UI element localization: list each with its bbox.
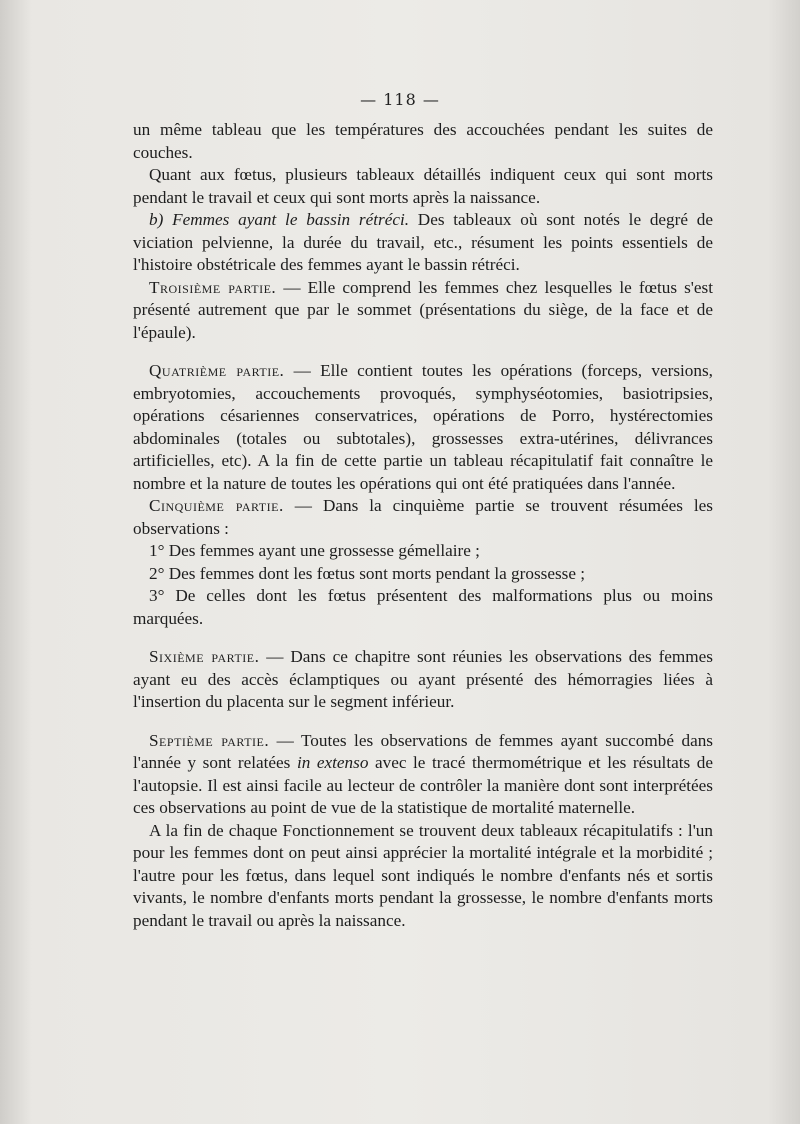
paragraph-troisieme-partie: [133, 277, 713, 345]
paragraph-septieme-partie-text-1: — Toutes les observations de femmes ayant succombé dans l'année y sont relatées: [133, 730, 713, 772]
paragraph-bassin-retreci-text: Des tableaux où sont notés le degré de viciation pelvienne, la durée du travail, etc., résument les points essentiels de l'histoire obstétricale des femmes ayant le bassin rétréci.: [133, 210, 713, 274]
page-body: [133, 119, 713, 932]
paragraph-sixieme-partie-text: — Dans ce chapitre sont réunies les observations des femmes ayant eu des accès éclamptiques ou ayant présenté des hémorragies liées à l'insertion du placenta sur le segment inférieur.: [133, 647, 713, 711]
heading-sixieme-partie: Sixième partie.: [149, 647, 260, 666]
paragraph-sixieme-partie: [133, 646, 713, 714]
heading-cinquieme-partie: Cinquième partie.: [149, 496, 284, 515]
paragraph-septieme-partie-text-2: avec le tracé thermométrique et les résultats de l'autopsie. Il est ainsi facile au lecteur de contrôler la manière dont sont interprétées ces observations au point de vue de la statistique de mortalité maternelle.: [133, 753, 713, 817]
paragraph-tableaux-recapitulatifs: A la fin de chaque Fonctionnement se trouvent deux tableaux récapitulatifs : l'un pour les femmes dont on peut ainsi apprécier la mortalité intégrale et la morbidité ; l'autre pour les fœtus, dans lequel sont indiqués le nombre d'enfants nés et sortis vivants, le nombre d'enfants morts pendant la grossesse, le nombre d'enfants morts pendant le travail ou après la naissance.: [133, 820, 713, 930]
paragraph-septieme-partie: [133, 730, 713, 820]
heading-troisieme-partie: Troisième partie.: [149, 277, 277, 297]
paragraph-foetus: Quant aux fœtus, plusieurs tableaux détaillés indiquent ceux qui sont morts pendant le travail et ceux qui sont morts après la naissance.: [133, 165, 713, 207]
heading-quatrieme-partie: Quatrième partie.: [149, 361, 285, 380]
paragraph-cinquieme-partie: [133, 495, 713, 540]
paragraph-suites-de-couches: un même tableau que les températures des accouchées pendant les suites de couches.: [133, 120, 713, 162]
list-item-malformations: 3° De celles dont les fœtus présentent des malformations plus ou moins marquées.: [133, 586, 713, 628]
list-item-gemellaire: 1° Des femmes ayant une grossesse gémellaire ;: [149, 541, 480, 560]
paragraph-quatrieme-partie: [133, 360, 713, 495]
paragraph-quatrieme-partie-text: — Elle contient toutes les opérations (forceps, versions, embryotomies, accouchements provoqués, symphyséotomies, basiotripsies, opérations césariennes conservatrices, opérations de Porro, hystérectomies abdominales (totales ou subtotales), grossesses extra-utérines, délivrances artificielles, etc). A la fin de cette partie un tableau récapitulatif fait connaître le nombre et la nature de toutes les opérations qui ont été pratiquées dans l'année.: [133, 361, 713, 493]
paragraph-bassin-retreci: [133, 209, 713, 277]
list-item-morts-grossesse: 2° Des femmes dont les fœtus sont morts pendant la grossesse ;: [149, 563, 586, 583]
paragraph-cinquieme-partie-text: — Dans la cinquième partie se trouvent résumées les observations :: [133, 496, 714, 538]
subheading-bassin-retreci: b) Femmes ayant le bassin rétréci.: [149, 210, 410, 229]
in-extenso-italic: in extenso: [296, 753, 369, 772]
page-number: — 118 —: [360, 90, 440, 109]
heading-septieme-partie: Septième partie.: [149, 730, 270, 750]
paragraph-troisieme-partie-text: — Elle comprend les femmes chez lesquelles le fœtus s'est présenté autrement que par le sommet (présentations du siège, de la face et de l'épaule).: [133, 277, 713, 342]
